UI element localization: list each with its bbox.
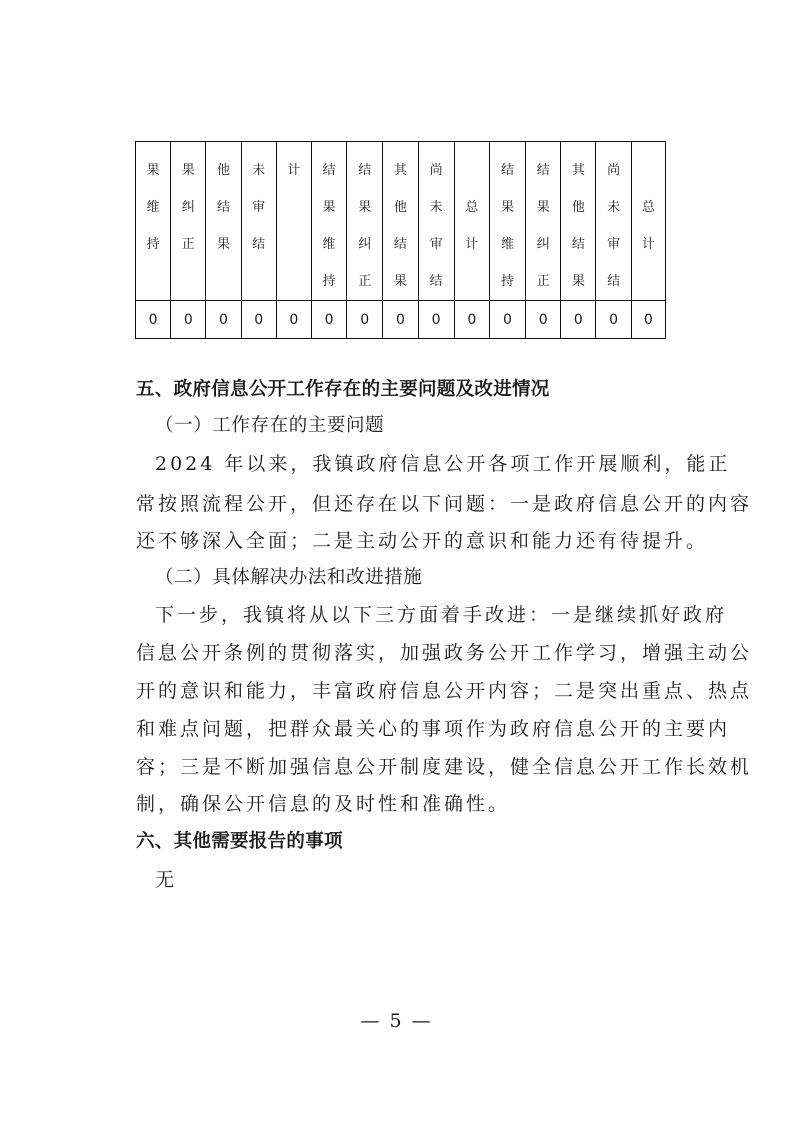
table-header-cell: 果维持 <box>136 142 171 301</box>
table-cell: 0 <box>631 301 665 339</box>
table-header-cell: 结果纠正 <box>526 142 561 301</box>
paragraph-line: 容；三是不断加强信息公开制度建设，健全信息公开工作长效机 <box>136 756 753 778</box>
paragraph-line: 开的意识和能力，丰富政府信息公开内容；二是突出重点、热点 <box>136 680 753 702</box>
paragraph-line: 和难点问题，把群众最关心的事项作为政府信息公开的主要内 <box>136 718 731 740</box>
table-header-cell: 结果维持 <box>311 142 346 301</box>
table-cell: 0 <box>136 301 171 339</box>
table-cell: 0 <box>596 301 631 339</box>
section-heading-problems: 五、政府信息公开工作存在的主要问题及改进情况 <box>136 379 550 400</box>
table-header-cell: 其他结果 <box>561 142 596 301</box>
table-header-cell: 总计 <box>631 142 665 301</box>
table-cell: 0 <box>206 301 241 339</box>
page-number: — 5 — <box>360 1010 433 1032</box>
table-header-cell: 计 <box>276 142 311 301</box>
table-cell: 0 <box>241 301 276 339</box>
table-header-row <box>136 142 666 301</box>
table-header-cell: 总计 <box>454 142 489 301</box>
appeal-statistics-table <box>135 141 666 339</box>
paragraph-line: 还不够深入全面；二是主动公开的意识和能力还有待提升。 <box>136 530 709 552</box>
paragraph-line: 常按照流程公开，但还存在以下问题：一是政府信息公开的内容 <box>136 493 753 515</box>
table-header-cell: 其他结果 <box>383 142 418 301</box>
table-header-cell: 他结果 <box>206 142 241 301</box>
table-header-cell: 尚未审结 <box>418 142 454 301</box>
section-heading-other-matters: 六、其他需要报告的事项 <box>136 831 343 852</box>
table-header-cell: 尚未审结 <box>596 142 631 301</box>
table-cell: 0 <box>347 301 383 339</box>
table-header-cell: 结果维持 <box>489 142 525 301</box>
other-matters-body: 无 <box>155 869 175 891</box>
table-cell: 0 <box>171 301 206 339</box>
table-cell: 0 <box>276 301 311 339</box>
table-cell: 0 <box>561 301 596 339</box>
table-cell: 0 <box>311 301 346 339</box>
table-cell: 0 <box>454 301 489 339</box>
paragraph-line: 2024 年以来，我镇政府信息公开各项工作开展顺利，能正 <box>155 453 731 475</box>
table-cell: 0 <box>489 301 525 339</box>
paragraph-line: 信息公开条例的贯彻落实，加强政务公开工作学习，增强主动公 <box>136 642 753 664</box>
paragraph-line: 下一步，我镇将从以下三方面着手改进：一是继续抓好政府 <box>155 604 728 626</box>
paragraph-line: 制，确保公开信息的及时性和准确性。 <box>136 793 511 815</box>
table-cell: 0 <box>418 301 454 339</box>
table-header-cell: 果纠正 <box>171 142 206 301</box>
subsection-heading-main-problems: （一）工作存在的主要问题 <box>155 415 385 436</box>
subsection-heading-solutions: （二）具体解决办法和改进措施 <box>155 567 423 588</box>
table-header-cell: 未审结 <box>241 142 276 301</box>
table-cell: 0 <box>383 301 418 339</box>
table-row <box>136 301 666 339</box>
table-cell: 0 <box>526 301 561 339</box>
table-header-cell: 结果纠正 <box>347 142 383 301</box>
